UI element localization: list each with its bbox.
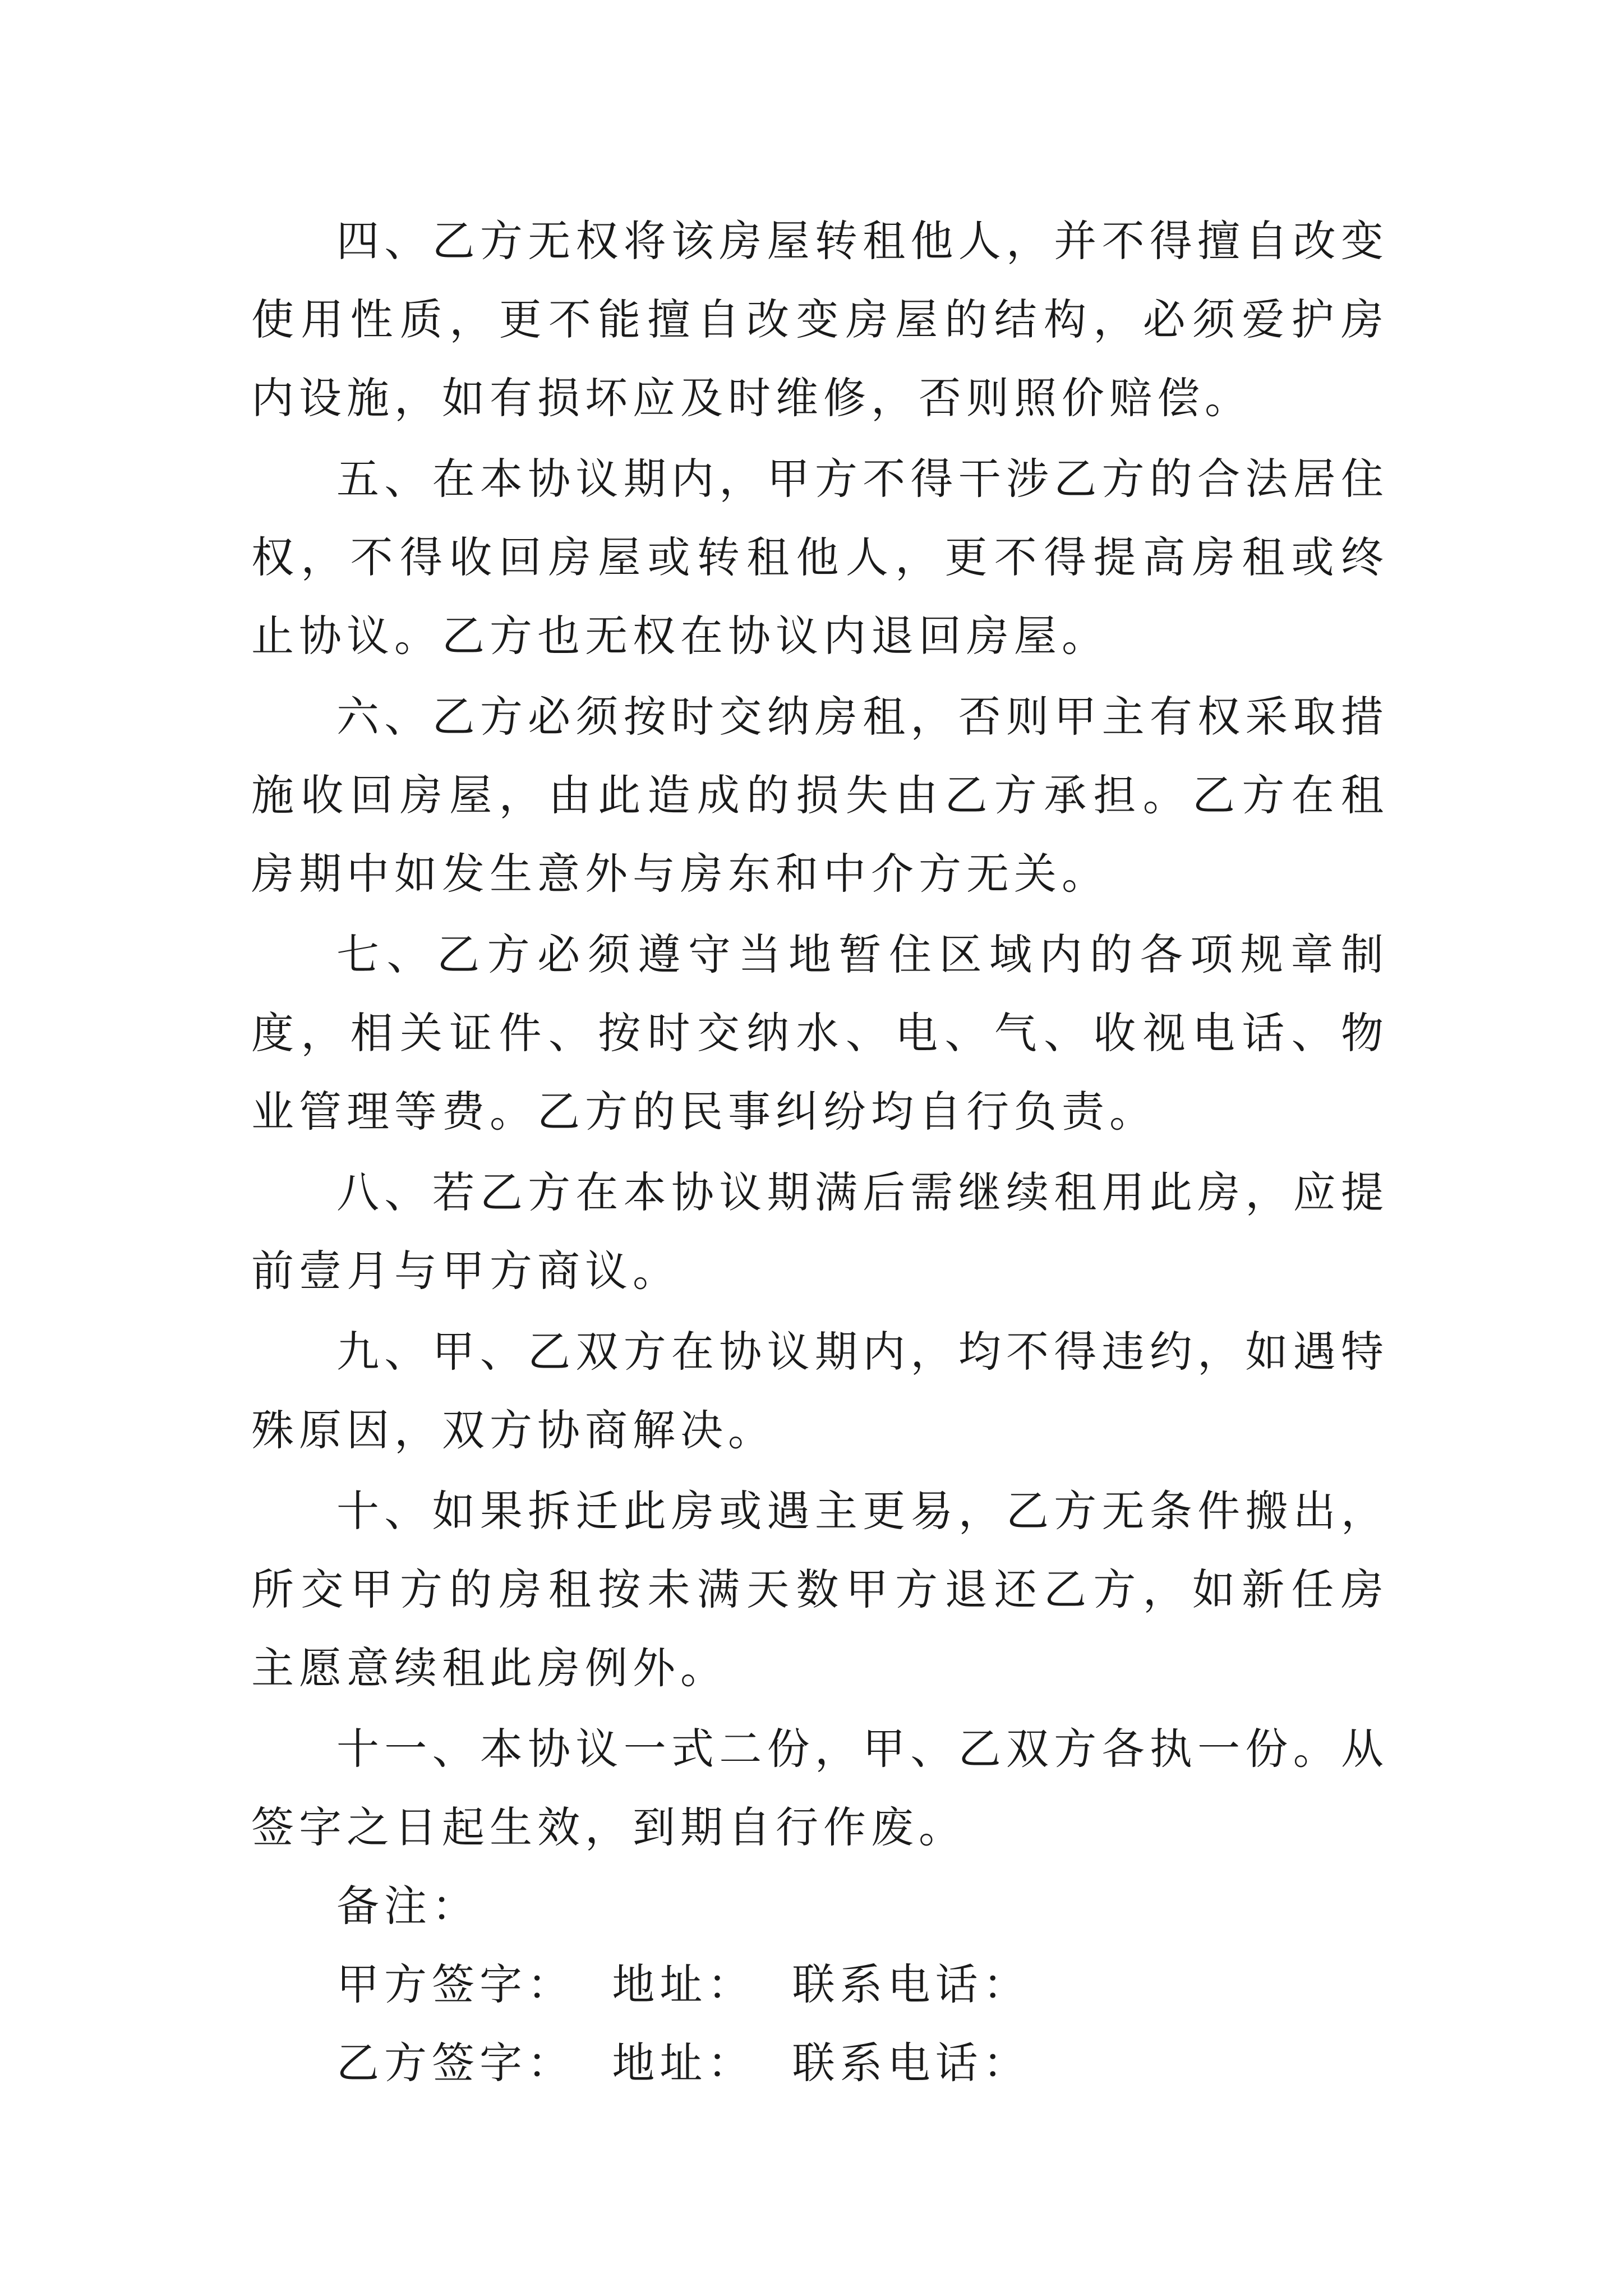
clause-5: 五、在本协议期内，甲方不得干涉乙方的合法居住权，不得收回房屋或转租他人，更不得提高房租或终止协议。乙方也无权在协议内退回房屋。 bbox=[251, 454, 1389, 661]
party-b-signature-line: 乙方签字： 地址： 联系电话： bbox=[336, 2038, 1031, 2088]
clause-8: 八、若乙方在本协议期满后需继续租用此房，应提前壹月与甲方商议。 bbox=[251, 1167, 1389, 1296]
contract-body bbox=[251, 202, 1389, 2102]
clause-6: 六、乙方必须按时交纳房租，否则甲主有权采取措施收回房屋，由此造成的损失由乙方承担。乙方在租房期中如发生意外与房东和中介方无关。 bbox=[251, 692, 1389, 899]
clause-10: 十、如果拆迁此房或遇主更易，乙方无条件搬出，所交甲方的房租按未满天数甲方退还乙方，如新任房主愿意续租此房例外。 bbox=[251, 1486, 1389, 1693]
clause-9: 九、甲、乙双方在协议期内，均不得违约，如遇特殊原因，双方协商解决。 bbox=[251, 1327, 1389, 1455]
clause-4: 四、乙方无权将该房屋转租他人，并不得擅自改变使用性质，更不能擅自改变房屋的结构，必须爱护房内设施，如有损坏应及时维修，否则照价赔偿。 bbox=[251, 216, 1389, 423]
clause-11: 十一、本协议一式二份，甲、乙双方各执一份。从签字之日起生效，到期自行作废。 bbox=[251, 1724, 1389, 1852]
party-a-signature-line: 甲方签字： 地址： 联系电话： bbox=[336, 1959, 1031, 2009]
remark-label: 备注： bbox=[336, 1881, 479, 1931]
clause-7: 七、乙方必须遵守当地暂住区域内的各项规章制度，相关证件、按时交纳水、电、气、收视电话、物业管理等费。乙方的民事纠纷均自行负责。 bbox=[251, 930, 1389, 1137]
